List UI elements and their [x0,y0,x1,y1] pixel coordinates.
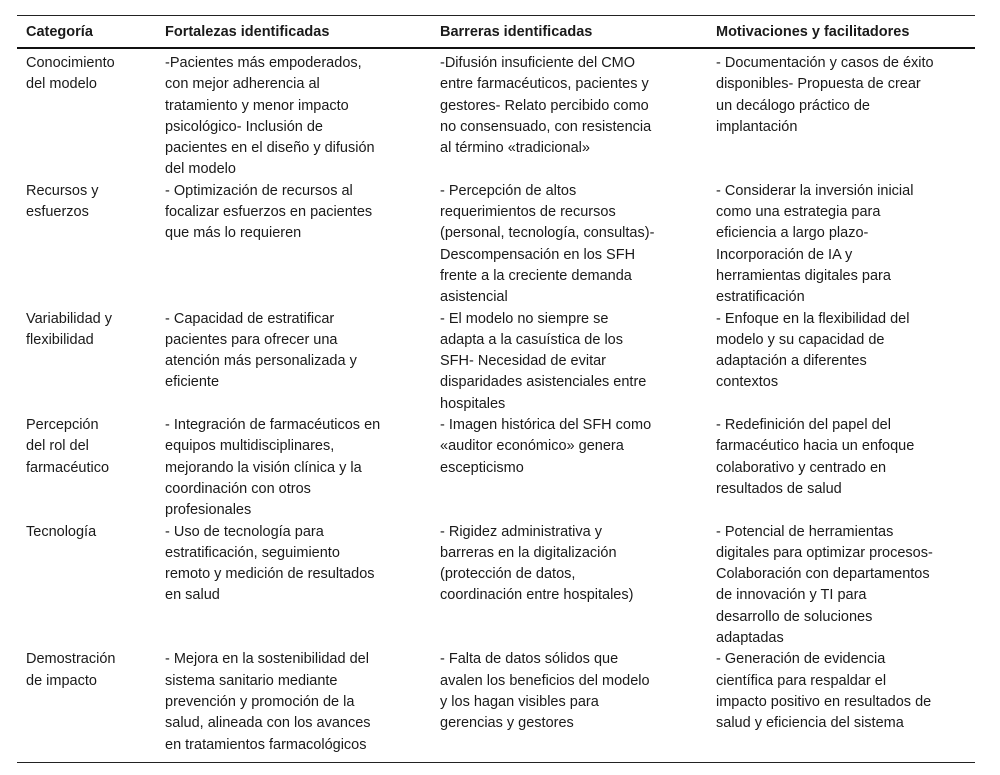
table-row [17,309,975,415]
cell-motivaciones: - Enfoque en la flexibilidad del modelo y su capacidad de adaptación a diferentes contextos [716,310,910,391]
cell-fortalezas: - Capacidad de estratificar pacientes para ofrecer una atención más personalizada y eficiente [165,310,357,391]
cell-barreras: - Imagen histórica del SFH como «auditor económico» genera escepticismo [440,417,652,476]
header-motivaciones: Motivaciones y facilitadores [716,23,910,40]
table-row [17,53,975,181]
cell-fortalezas: - Mejora en la sostenibilidad del sistema sanitario mediante prevención y promoción de la salud, alineada con los avances en tratamientos farmacológicos [165,651,371,753]
table-row [17,649,975,755]
cell-barreras: - Percepción de altos requerimientos de recursos (personal, tecnología, consultas)- Descompensación en los SFH frente a la creciente demanda asistencial [440,182,655,306]
table-row [17,522,975,650]
cell-barreras: - Falta de datos sólidos que avalen los beneficios del modelo y los hagan visibles para gerencias y gestores [440,651,650,732]
cell-barreras: - El modelo no siempre se adapta a la casuística de los SFH- Necesidad de evitar disparidades asistenciales entre hospitales [440,310,647,412]
cell-motivaciones: - Documentación y casos de éxito disponibles- Propuesta de crear un decálogo práctico de implantación [716,55,934,135]
cell-categoria: Conocimiento del modelo [26,55,115,93]
table-row [17,181,975,309]
header-categoria: Categoría [26,23,93,40]
cell-categoria: Recursos y esfuerzos [26,182,99,221]
cell-categoria: Variabilidad y flexibilidad [26,310,112,348]
cell-motivaciones: - Redefinición del papel del farmacéutico hacia un enfoque colaborativo y centrado en resultados de salud [716,417,915,497]
cell-categoria: Tecnología [26,523,97,540]
cell-fortalezas: - Optimización de recursos al focalizar esfuerzos en pacientes que más lo requieren [165,182,373,242]
header-barreras: Barreras identificadas [440,23,593,40]
cell-motivaciones: - Generación de evidencia científica para respaldar el impacto positivo en resultados de salud y eficiencia del sistema [716,651,932,732]
comparison-table [17,15,975,763]
cell-categoria: Percepción del rol del farmacéutico [26,417,110,476]
cell-motivaciones: - Considerar la inversión inicial como una estrategia para eficiencia a largo plazo- Incorporación de IA y herramientas digitales para estratificación [716,182,914,306]
cell-fortalezas: -Pacientes más empoderados, con mejor adherencia al tratamiento y menor impacto psicológico- Inclusión de pacientes en el diseño y difusión del modelo [165,55,375,178]
table-row [17,415,975,521]
cell-motivaciones: - Potencial de herramientas digitales para optimizar procesos- Colaboración con departamentos de innovación y TI para desarrollo de soluciones adaptadas [716,523,933,647]
header-fortalezas: Fortalezas identificadas [165,23,330,40]
cell-categoria: Demostración de impacto [26,651,116,689]
table-header-row [17,16,975,49]
cell-fortalezas: - Integración de farmacéuticos en equipos multidisciplinares, mejorando la visión clínica y la coordinación con otros profesionales [165,417,381,519]
cell-barreras: -Difusión insuficiente del CMO entre farmacéuticos, pacientes y gestores- Relato percibido como no consensuado, con resistencia al término «tradicional» [440,55,652,157]
cell-fortalezas: - Uso de tecnología para estratificación, seguimiento remoto y medición de resultados en salud [165,523,375,604]
table-body [17,49,975,762]
cell-barreras: - Rigidez administrativa y barreras en la digitalización (protección de datos, coordinación entre hospitales) [440,523,634,604]
